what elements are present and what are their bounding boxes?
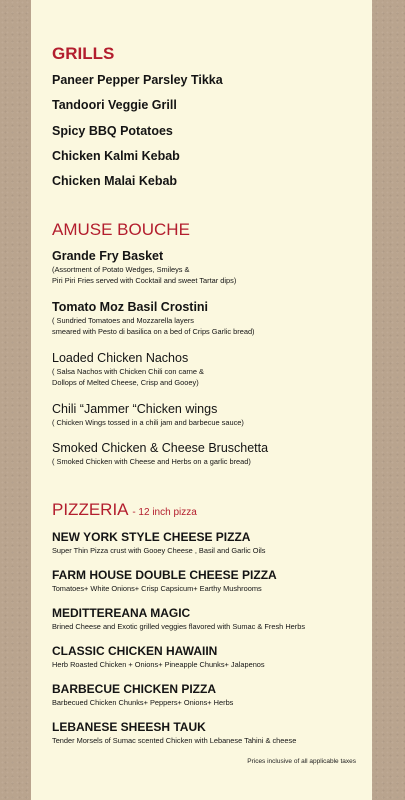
menu-item — [52, 173, 364, 189]
item-name: FARM HOUSE DOUBLE CHEESE PIZZA — [52, 568, 277, 582]
menu-item — [52, 605, 364, 632]
section-title-grills: GRILLS — [52, 44, 115, 63]
section-subtitle: - 12 inch pizza — [132, 507, 197, 518]
item-name: CLASSIC CHICKEN HAWAIIN — [52, 644, 218, 658]
section-title-amuse-bouche: AMUSE BOUCHE — [52, 220, 190, 239]
item-name: Spicy BBQ Potatoes — [52, 124, 173, 138]
item-description: Brined Cheese and Exotic grilled veggies flavored with Sumac & Fresh Herbs — [52, 622, 306, 631]
item-name: LEBANESE SHEESH TAUK — [52, 720, 206, 734]
menu-item — [52, 97, 364, 113]
item-name: Tomato Moz Basil Crostini — [52, 300, 209, 314]
item-description: ( Chicken Wings tossed in a chili jam and barbecue sauce) — [52, 418, 244, 427]
item-name: NEW YORK STYLE CHEESE PIZZA — [52, 530, 251, 544]
item-description: Dollops of Melted Cheese, Crisp and Gooey) — [52, 378, 199, 387]
tax-note: Prices inclusive of all applicable taxes — [247, 758, 356, 765]
menu-page — [31, 0, 372, 800]
menu-item — [52, 529, 364, 556]
item-name: Chili “Jammer “Chicken wings — [52, 402, 218, 416]
item-name: BARBECUE CHICKEN PIZZA — [52, 682, 217, 696]
section-title-pizzeria — [52, 500, 197, 523]
item-description: Tender Morsels of Sumac scented Chicken with Lebanese Tahini & cheese — [52, 736, 297, 745]
section-title-text: PIZZERIA — [52, 500, 128, 519]
menu-item — [52, 72, 364, 88]
item-description: Barbecued Chicken Chunks+ Peppers+ Onions+ Herbs — [52, 698, 234, 707]
item-description: Tomatoes+ White Onions+ Crisp Capsicum+ Earthy Mushrooms — [52, 584, 262, 593]
item-description: (Assortment of Potato Wedges, Smileys & — [52, 265, 190, 274]
item-description: Super Thin Pizza crust with Gooey Cheese , Basil and Garlic Oils — [52, 546, 266, 555]
menu-item — [52, 681, 364, 708]
menu-item — [52, 299, 364, 337]
item-name: MEDITTEREANA MAGIC — [52, 606, 191, 620]
item-name: Chicken Kalmi Kebab — [52, 149, 180, 163]
menu-item — [52, 401, 364, 428]
item-description: ( Sundried Tomatoes and Mozzarella layers — [52, 316, 194, 325]
menu-item — [52, 148, 364, 164]
item-description: ( Smoked Chicken with Cheese and Herbs on a garlic bread) — [52, 457, 251, 466]
item-name: Smoked Chicken & Cheese Bruschetta — [52, 441, 269, 455]
item-name: Chicken Malai Kebab — [52, 174, 178, 188]
item-description: smeared with Pesto di basilica on a bed of Crips Garlic bread) — [52, 327, 255, 336]
menu-item — [52, 643, 364, 670]
menu-item — [52, 719, 364, 746]
item-name: Paneer Pepper Parsley Tikka — [52, 73, 223, 87]
menu-item — [52, 440, 364, 467]
item-name: Loaded Chicken Nachos — [52, 351, 189, 365]
item-description: ( Salsa Nachos with Chicken Chili con carne & — [52, 367, 204, 376]
item-name: Grande Fry Basket — [52, 249, 164, 263]
item-description: Herb Roasted Chicken + Onions+ Pineapple Chunks+ Jalapenos — [52, 660, 265, 669]
menu-item — [52, 350, 364, 388]
item-description: Piri Piri Fries served with Cocktail and sweet Tartar dips) — [52, 276, 237, 285]
menu-item — [52, 123, 364, 139]
menu-item — [52, 567, 364, 594]
item-name: Tandoori Veggie Grill — [52, 98, 177, 112]
menu-item — [52, 248, 364, 286]
